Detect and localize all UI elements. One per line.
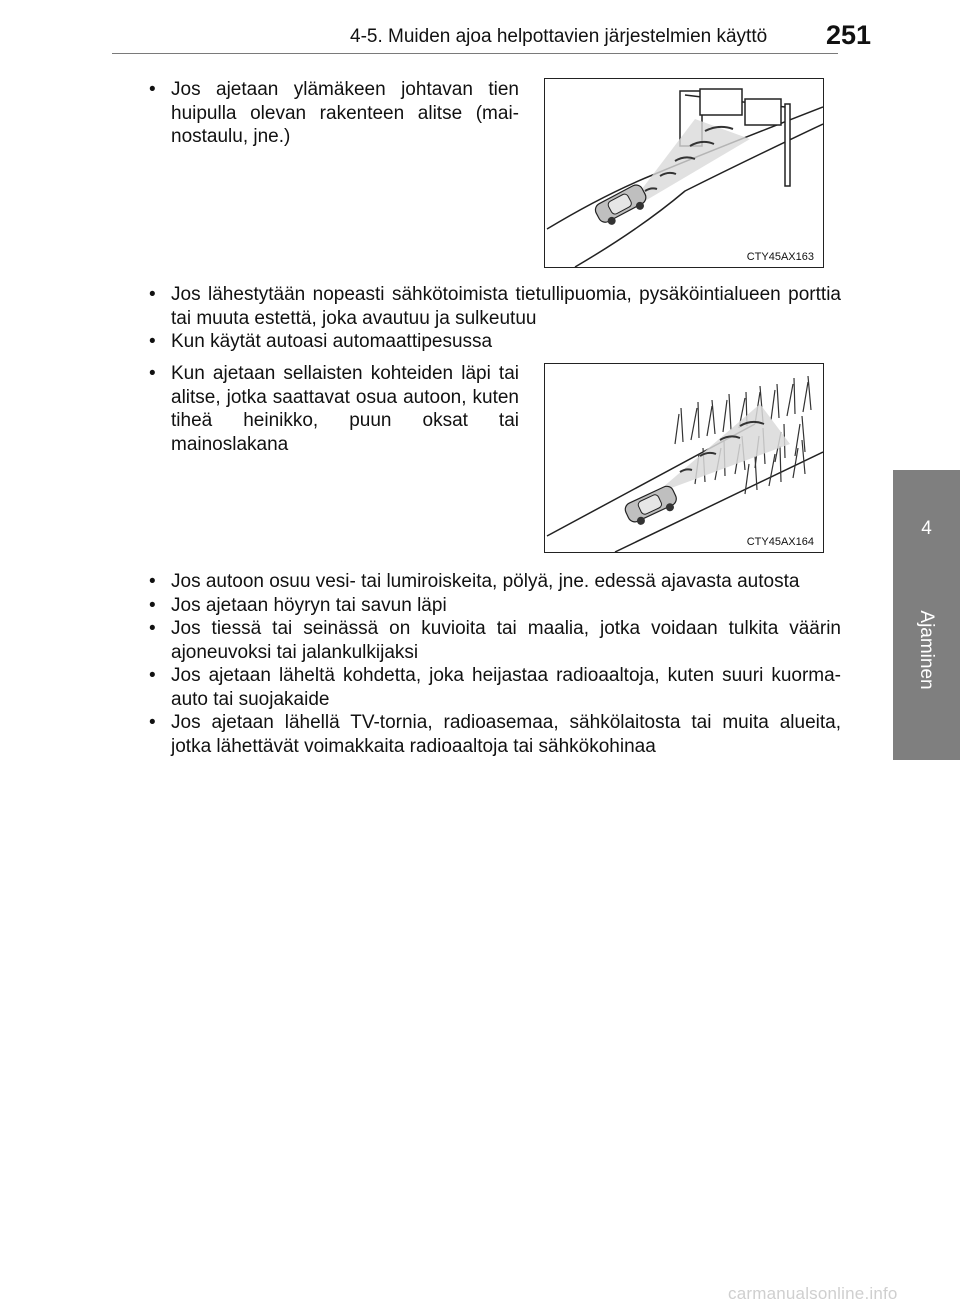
bullet-list-3 [133, 362, 519, 456]
illustration-car-through-grass [545, 364, 824, 553]
chapter-label: Ajaminen [916, 610, 937, 690]
list-item: • Jos ajetaan läheltä kohdetta, joka heijastaa radioaaltoja, kuten suuri kuorma-auto tai suojakaide [133, 664, 841, 711]
list-item: • Jos ajetaan lähellä TV-tornia, radioasemaa, sähkölaitosta tai muita alueita, jotka lähettävät voimakkaita radioaaltoja tai sähkökohinaa [133, 711, 841, 758]
list-item: • Jos lähestytään nopeasti sähkötoimista tietullipuomia, pysäköintialueen porttia tai muuta estettä, joka avautuu ja sulkeutuu [133, 283, 841, 330]
figure-code: CTY45AX164 [746, 536, 814, 548]
list-item: • Kun käytät autoasi automaattipesussa [133, 330, 841, 354]
list-item: • Jos ajetaan höyryn tai savun läpi [133, 594, 841, 618]
chapter-side-tab [893, 470, 960, 760]
bullet-list-1 [133, 78, 519, 149]
list-item: • Jos tiessä tai seinässä on kuvioita tai maalia, jotka voidaan tulkita väärin ajoneuvoksi tai jalankulkijaksi [133, 617, 841, 664]
figure-code: CTY45AX163 [746, 251, 814, 263]
bullet-list-4 [133, 570, 841, 758]
watermark: carmanualsonline.info [728, 1284, 898, 1303]
figure-overhead-structure [544, 78, 824, 268]
illustration-car-under-sign [545, 79, 824, 268]
list-item: • Kun ajetaan sellaisten kohteiden läpi tai alitse, jotka saattavat osua autoon, kuten tiheä heinikko, puun oksat tai mainoslakana [133, 362, 519, 456]
page-number: 251 [826, 20, 872, 50]
list-item: • Jos ajetaan ylämäkeen johtavan tien huipulla olevan rakenteen alitse (mai-nostaulu, jne.) [133, 78, 519, 149]
figure-vegetation [544, 363, 824, 553]
running-header-title: 4-5. Muiden ajoa helpottavien järjestelmien käyttö [350, 26, 768, 47]
bullet-list-2 [133, 283, 841, 354]
chapter-number: 4 [921, 518, 932, 539]
list-item: • Jos autoon osuu vesi- tai lumiroiskeita, pölyä, jne. edessä ajavasta autosta [133, 570, 841, 594]
header-divider [112, 53, 838, 54]
